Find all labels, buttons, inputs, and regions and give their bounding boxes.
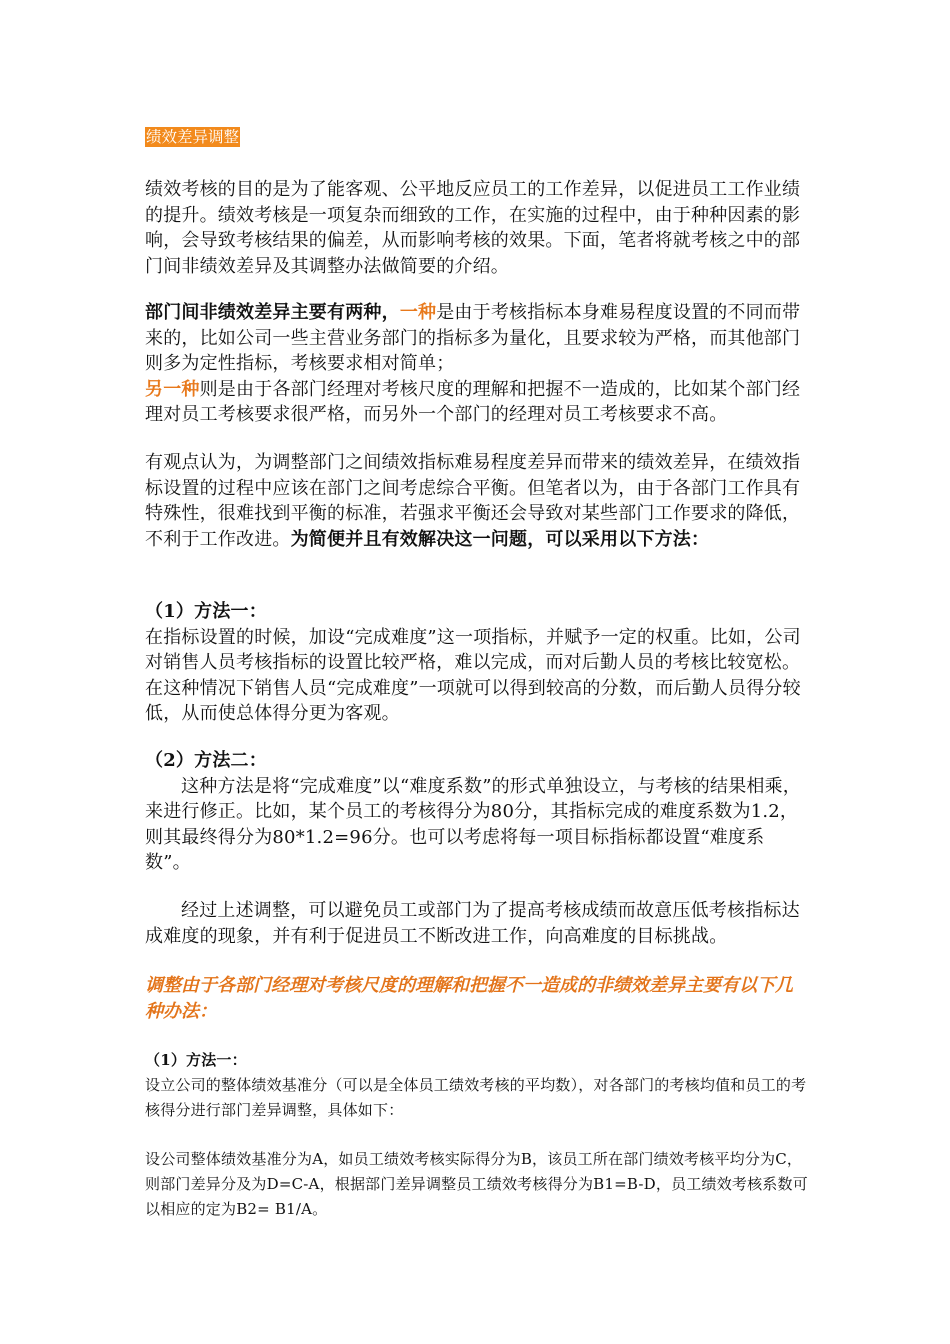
view-bold: 为简便并且有效解决这一问题，可以采用以下方法： [290,528,710,550]
method1-heading: （1）方法一： [145,601,267,622]
view-paragraph [145,450,810,552]
method3-heading: （1）方法一： [145,1051,247,1069]
kind2-text: 则是由于各部门经理对考核尺度的理解和把握不一造成的，比如某个部门经理对员工考核要求很严格，而另外一个部门的经理对员工考核要求不高。 [145,378,801,425]
kind2-label: 另一种 [145,378,200,400]
method2-block [145,748,810,876]
method2-heading: （2）方法二： [145,750,267,771]
after-text: 经过上述调整，可以避免员工或部门为了提高考核成绩而故意压低考核指标达成难度的现象，并有利于促进员工不断改进工作，向高难度的目标挑战。 [145,900,800,947]
after-paragraph [145,898,810,949]
intro-paragraph [145,177,810,279]
kind1-label: 一种 [399,302,437,323]
method1-block [145,599,810,727]
document-title: 绩效差异调整 [146,128,240,146]
two-kinds-lead: 部门间非绩效差异主要有两种， [145,302,400,323]
section2-heading: 调整由于各部门经理对考核尺度的理解和把握不一造成的非绩效差异主要有以下几种办法： [145,975,793,1022]
intro-text: 绩效考核的目的是为了能客观、公平地反应员工的工作差异，以促进员工工作业绩的提升。绩效考核是一项复杂而细致的工作，在实施的过程中，由于种种因素的影响，会导致考核结果的偏差，从而影响考核的效果。下面，笔者将就考核之中的部门间非绩效差异及其调整办法做简要的介绍。 [145,179,801,277]
title-block [145,127,810,147]
method3-text: 设立公司的整体绩效基准分（可以是全体员工绩效考核的平均数），对各部门的考核均值和员工的考核得分进行部门差异调整，具体如下： [145,1076,807,1119]
method1-text: 在指标设置的时候，加设“完成难度”这一项指标，并赋予一定的权重。比如，公司对销售人员考核指标的设置比较严格，难以完成，而对后勤人员的考核比较宽松。在这种情况下销售人员“完成难度”一项就可以得到较高的分数，而后勤人员得分较低，从而使总体得分更为客观。 [145,626,801,724]
kind1-text: 是由于考核指标本身难易程度设置的不同而带来的，比如公司一些主营业务部门的指标多为量化，且要求较为严格，而其他部门则多为定性指标，考核要求相对简单； [145,302,801,374]
method2-text: 这种方法是将“完成难度”以“难度系数”的形式单独设立，与考核的结果相乘，来进行修正。比如，某个员工的考核得分为80分，其指标完成的难度系数为1.2，则其最终得分为80*1.2=96分。也可以考虑将每一项目标指标都设置“难度系数”。 [145,775,802,873]
method3-block [145,1048,810,1123]
formula-text: 设公司整体绩效基准分为A，如员工绩效考核实际得分为B，该员工所在部门绩效考核平均分为C，则部门差异分及为D=C-A，根据部门差异调整员工绩效考核得分为B1=B-D，员工绩效考核系数可以相应的定为B2= B1/A。 [145,1150,808,1218]
section2-heading-block [145,973,810,1024]
view-text: 有观点认为，为调整部门之间绩效指标难易程度差异而带来的绩效差异，在绩效指标设置的过程中应该在部门之间考虑综合平衡。但笔者以为，由于各部门工作具有特殊性，很难找到平衡的标准，若强求平衡还会导致对某些部门工作要求的降低，不利于工作改进。 [145,452,801,550]
formula-paragraph [145,1147,810,1222]
two-kinds-paragraph [145,300,810,428]
